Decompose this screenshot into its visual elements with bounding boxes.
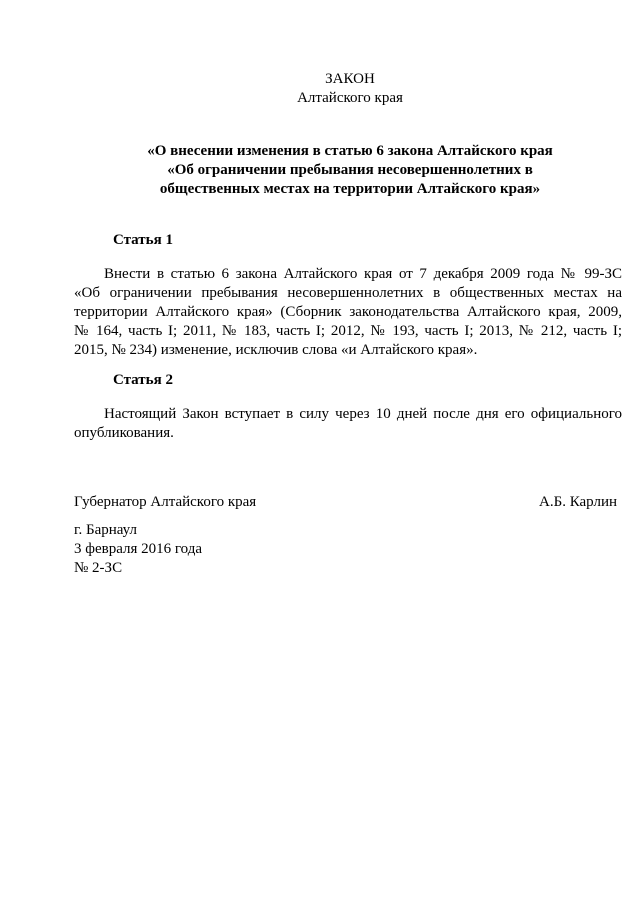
article-1-title: Статья 1 [113, 232, 173, 248]
law-heading-line: «О внесении изменения в статью 6 закона Алтайского края [147, 143, 553, 159]
paragraph-line: опубликования. [74, 425, 174, 441]
law-heading-line: общественных местах на территории Алтайского края» [159, 181, 541, 197]
paragraph-line: «Об ограничении пребывания несовершеннолетних в общественных местах на [74, 285, 622, 301]
law-region: Алтайского края [297, 90, 403, 106]
place-of-signing: г. Барнаул [74, 522, 137, 538]
law-heading-line: «Об ограничении пребывания несовершеннолетних в [167, 162, 533, 178]
paragraph-line: Внести в статью 6 закона Алтайского края от 7 декабря 2009 года № 99-ЗС [104, 266, 622, 282]
paragraph-line: территории Алтайского края» (Сборник законодательства Алтайского края, 2009, [74, 304, 622, 320]
law-number: № 2-ЗС [74, 560, 123, 576]
article-2-title: Статья 2 [113, 372, 173, 388]
paragraph-line: 2015, № 234) изменение, исключив слова «и Алтайского края». [74, 342, 478, 358]
law-title: ЗАКОН [325, 71, 375, 87]
paragraph-line: № 164, часть I; 2011, № 183, часть I; 2012, № 193, часть I; 2013, № 212, часть I; [74, 323, 622, 339]
law-heading [0, 142, 640, 199]
article-1-text [74, 265, 622, 360]
signature-name: А.Б. Карлин [539, 494, 618, 510]
signature-position: Губернатор Алтайского края [74, 494, 257, 510]
paragraph-line: Настоящий Закон вступает в силу через 10 дней после дня его официального [104, 406, 622, 422]
article-2-text [74, 405, 622, 443]
signing-date: 3 февраля 2016 года [74, 541, 203, 557]
